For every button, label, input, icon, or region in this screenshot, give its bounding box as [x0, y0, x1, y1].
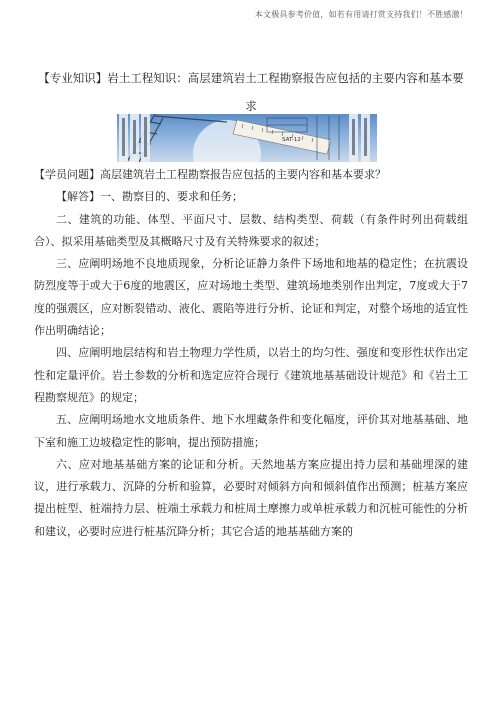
page-title: 【专业知识】岩土工程知识：高层建筑岩土工程勘察报告应包括的主要内容和基本要求 [38, 71, 464, 113]
body-paragraph: 六、应对地基基础方案的论证和分析。天然地基方案应提出持力层和基础埋深的建议，进行承载力、沉降的分析和验算，必要时对倾斜方向和倾斜值作出预测；桩基方案应提出桩型、桩端持力层、桩端土承载力和桩周土摩擦力或单桩承载力和沉桩可能性的分析和建议，必要时应进行桩基沉降分析；其它合适的地基基础方案的 [34, 457, 468, 538]
body-paragraph: 四、应阐明地层结构和岩土物理力学性质，以岩土的均匀性、强度和变形性状作出定性和定量评价。岩土参数的分析和选定应符合现行《建筑地基基础设计规范》和《岩土工程勘察规范》的规定； [34, 346, 468, 404]
answer-paragraph: 【解答】一、勘察目的、要求和任务； [56, 190, 243, 204]
body-paragraph: 五、应阐明场地水文地质条件、地下水埋藏条件和变化幅度，评价其对地基基础、地下室和施工边坡稳定性的影响，提出预防措施； [34, 413, 468, 449]
article-body [34, 164, 468, 543]
question-paragraph: 【学员问题】高层建筑岩土工程勘察报告应包括的主要内容和基本要求？ [34, 168, 386, 181]
banner-image [117, 114, 377, 162]
banner-label: SAT-12 [282, 137, 301, 143]
body-paragraph: 二、建筑的功能、体型、平面尺寸、层数、结构类型、荷载（有条件时列出荷载组合）、拟采用基础类型及其概略尺寸及有关特殊要求的叙述； [34, 212, 468, 248]
body-paragraph: 三、应阐明场地不良地质现象，分析论证静力条件下场地和地基的稳定性；在抗震设防烈度等于或大于6度的地震区，应对场地土类型、建筑场地类别作出判定，7度或大于7度的强震区，应对断裂错动、液化、震陷等进行分析、论证和判定，对整个场地的适宜性作出明确结论； [34, 257, 468, 338]
header-note: 本文极具参考价值，如若有用请打赏支持我们！不胜感激！ [254, 10, 468, 19]
